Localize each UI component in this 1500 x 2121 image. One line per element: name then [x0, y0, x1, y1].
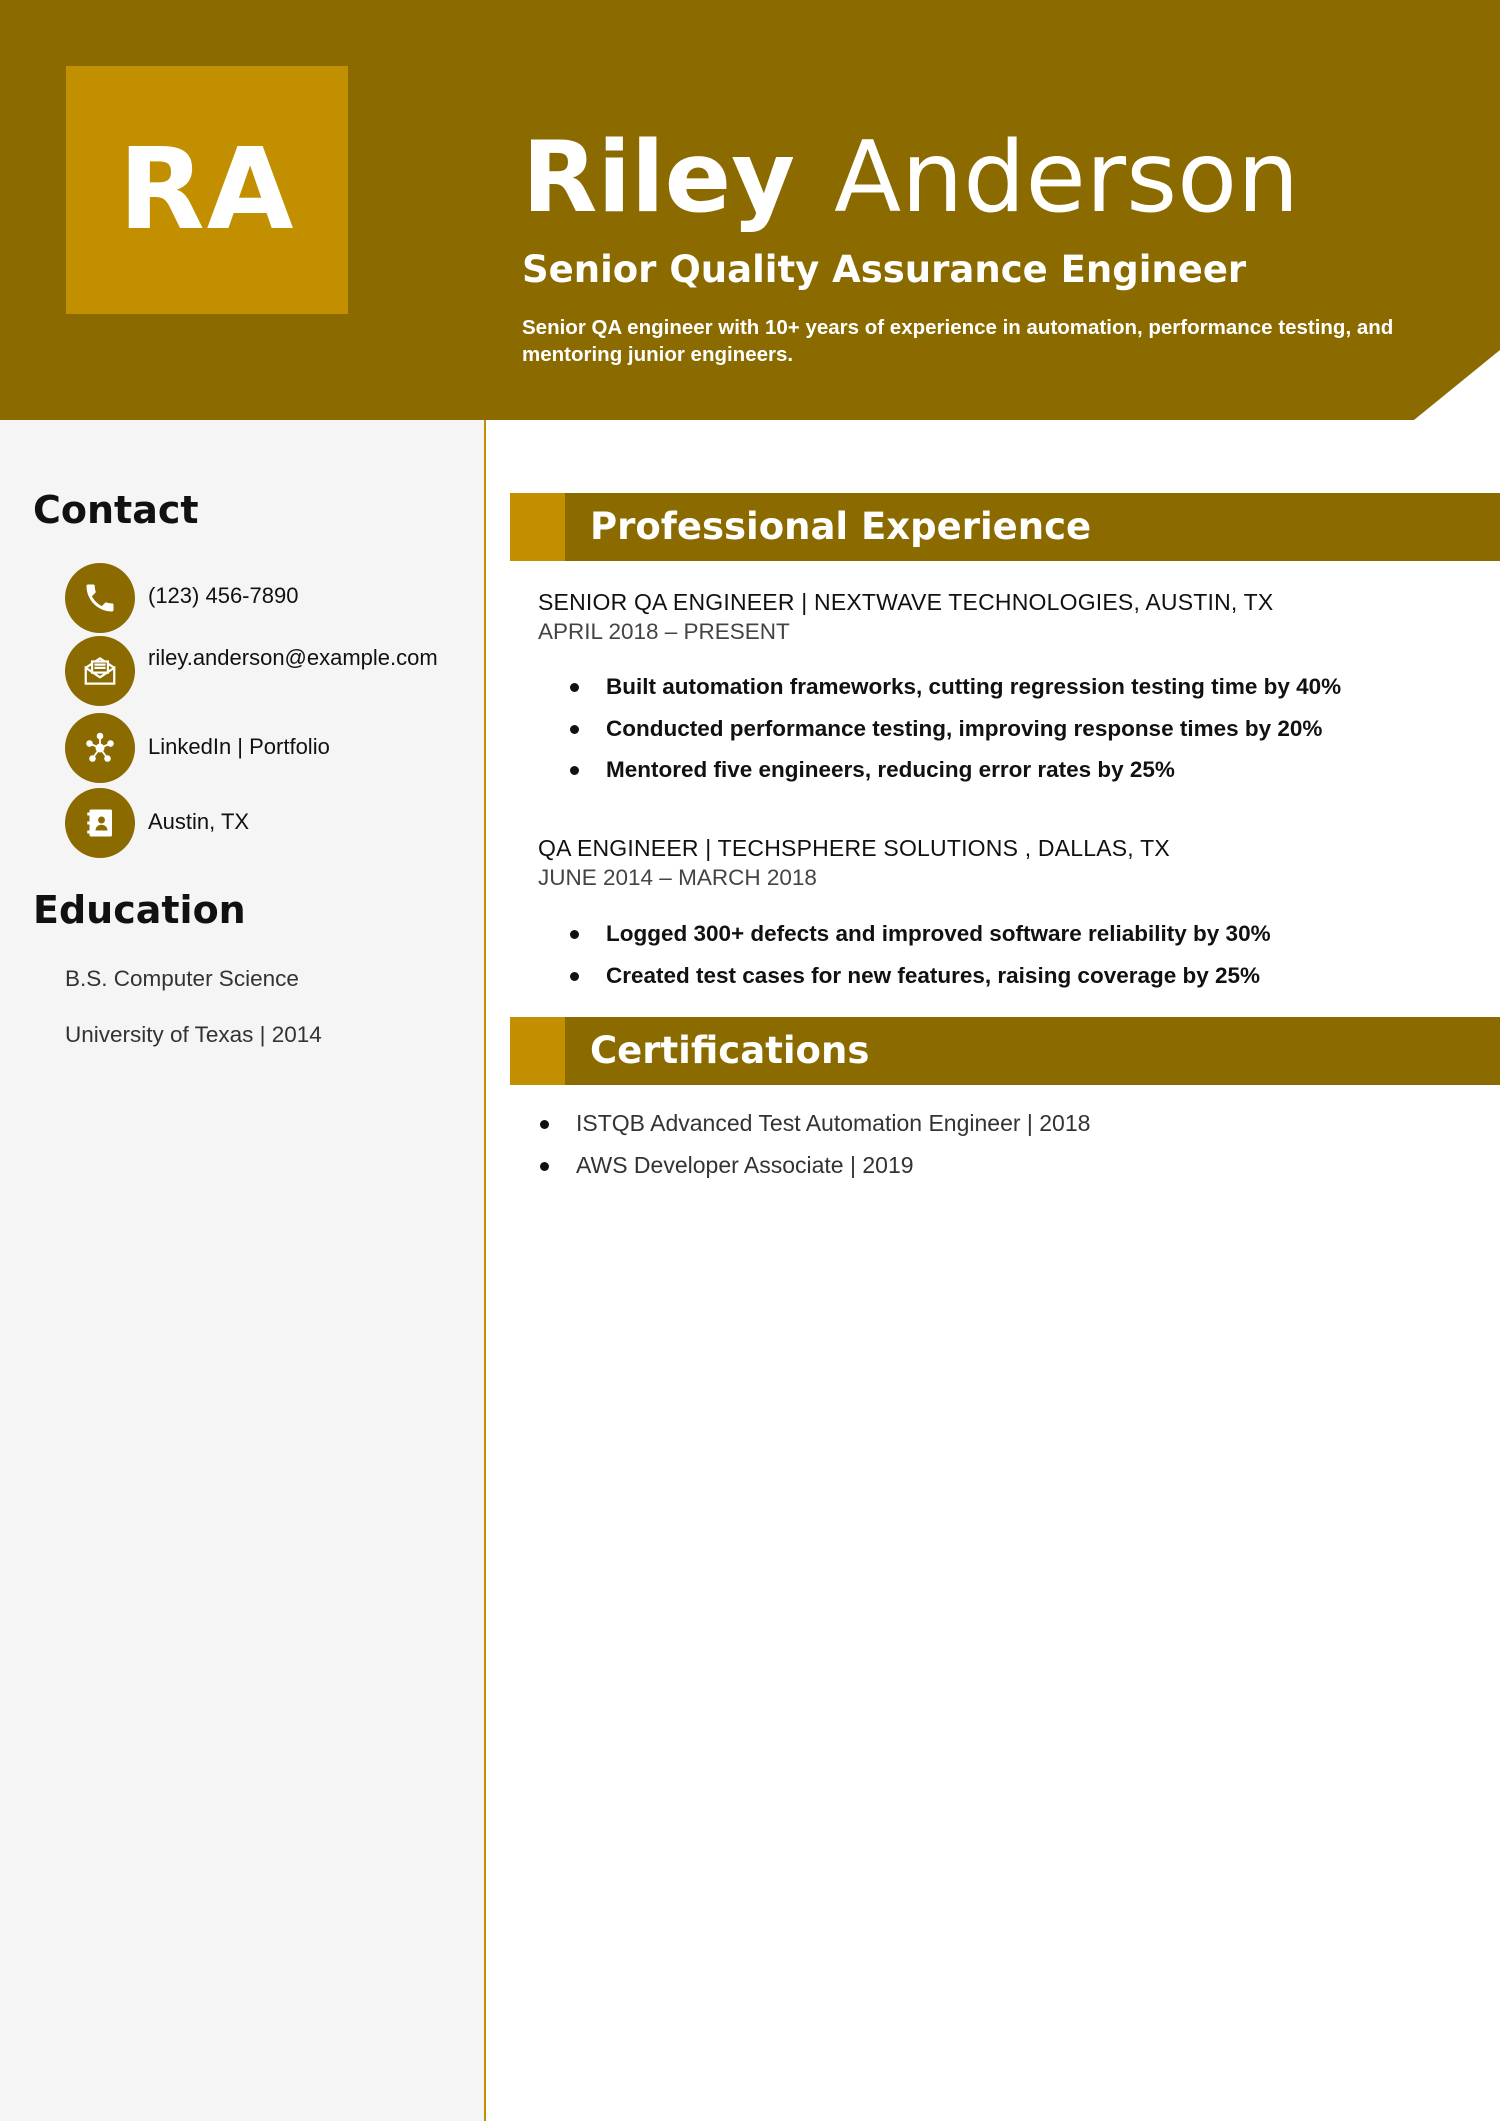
- first-name: Riley: [522, 121, 795, 235]
- mail-icon: [65, 636, 135, 706]
- location: Austin, TX: [148, 809, 250, 834]
- network-icon: [65, 713, 135, 783]
- contact-phone: [65, 563, 465, 633]
- phone-icon: [65, 563, 135, 633]
- full-name: [522, 118, 1299, 238]
- certifications-section-header: [510, 1017, 1500, 1085]
- section-accent: [510, 1017, 565, 1085]
- achievement-item: Conducted performance testing, improving response times by 20%: [568, 708, 1341, 750]
- education-degree: B.S. Computer Science: [65, 966, 299, 991]
- last-name: Anderson: [834, 121, 1300, 235]
- section-accent: [510, 493, 565, 561]
- column-divider: [484, 420, 486, 2121]
- email-address[interactable]: riley.anderson@example.com: [148, 645, 438, 670]
- achievement-item: Built automation frameworks, cutting regression testing time by 40%: [568, 666, 1341, 708]
- job-role: SENIOR QA ENGINEER | NEXTWAVE TECHNOLOGIES, AUSTIN, TX: [538, 589, 1274, 615]
- job-dates: JUNE 2014 – MARCH 2018: [538, 865, 817, 890]
- certifications-heading: Certifications: [590, 1029, 870, 1072]
- certifications-list: [538, 1103, 1090, 1186]
- job-achievements: [568, 913, 1271, 996]
- address-book-icon: [65, 788, 135, 858]
- experience-heading: Professional Experience: [590, 505, 1092, 548]
- job-role: QA ENGINEER | TECHSPHERE SOLUTIONS , DALLAS, TX: [538, 835, 1170, 861]
- phone-number[interactable]: (123) 456-7890: [148, 583, 299, 608]
- job-achievements: [568, 666, 1341, 791]
- job-dates: APRIL 2018 – PRESENT: [538, 619, 790, 644]
- job-title: Senior Quality Assurance Engineer: [522, 248, 1247, 291]
- contact-email: [65, 636, 465, 706]
- achievement-item: Created test cases for new features, raising coverage by 25%: [568, 955, 1271, 997]
- achievement-item: Mentored five engineers, reducing error rates by 25%: [568, 749, 1341, 791]
- certification-item: ISTQB Advanced Test Automation Engineer | 2018: [538, 1103, 1090, 1145]
- contact-heading: Contact: [33, 488, 199, 532]
- experience-section-header: [510, 493, 1500, 561]
- achievement-item: Logged 300+ defects and improved software reliability by 30%: [568, 913, 1271, 955]
- certification-item: AWS Developer Associate | 2019: [538, 1145, 1090, 1187]
- education-heading: Education: [33, 888, 246, 932]
- profile-summary: Senior QA engineer with 10+ years of experience in automation, performance testing, and mentoring junior engineers.: [522, 316, 1394, 366]
- education-school: University of Texas | 2014: [65, 1022, 322, 1047]
- contact-links: [65, 713, 465, 783]
- linkedin-portfolio-links[interactable]: LinkedIn | Portfolio: [148, 734, 330, 759]
- contact-location: [65, 788, 465, 858]
- initials-monogram: RA: [66, 66, 348, 314]
